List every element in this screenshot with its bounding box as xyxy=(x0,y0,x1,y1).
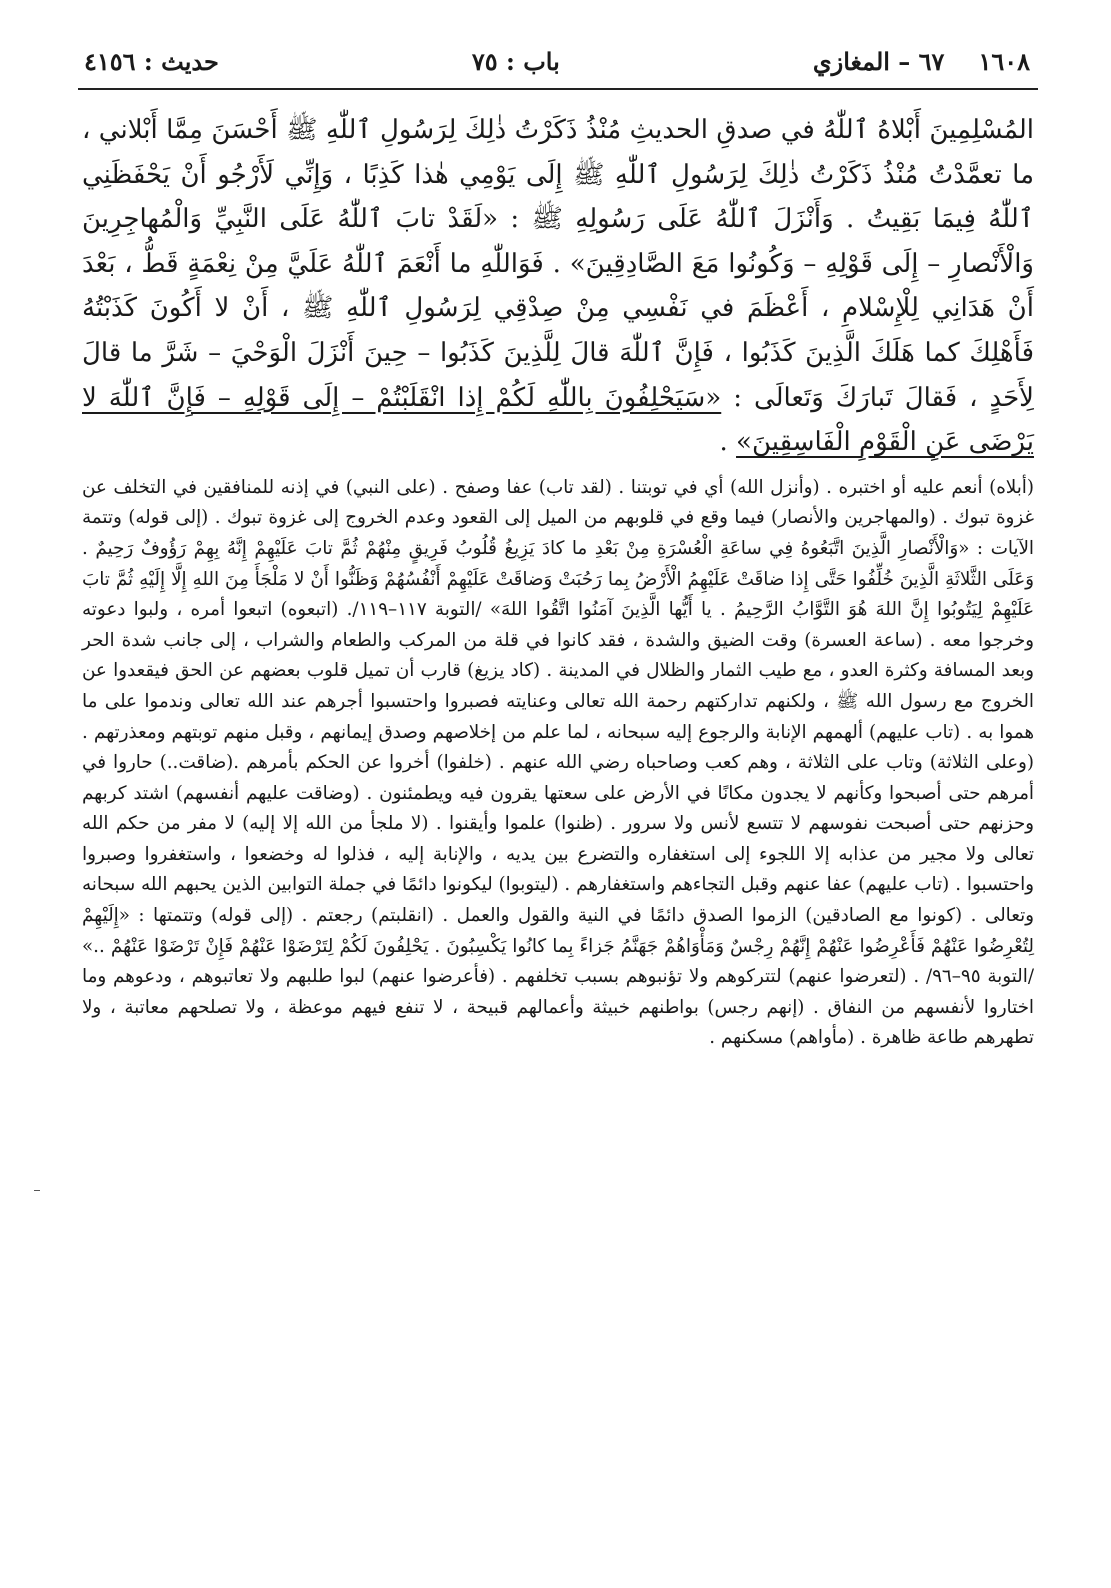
hadith-end-mark: . xyxy=(719,427,737,458)
header-rule xyxy=(78,88,1038,90)
hadith-body: المُسْلِمِينَ أَبْلاهُ ٱللّٰهُ في صدقِ الحديثِ مُنْذُ ذَكَرْتُ ذٰلِكَ لِرَسُولِ ٱللّٰهِ ﷺ أَحْسَنَ مِمَّا أَبْلاني ، ما تعمَّدْتُ مُنْذُ ذَكَرْتُ ذٰلِكَ لِرَسُولِ ٱللّٰهِ ﷺ إِلَى يَوْمِي هٰذا كَذِبًا ، وَإِنِّي لَأَرْجُو أَنْ يَحْفَظَنِي ٱللّٰهُ فِيمَا بَقِيتُ . وَأَنْزَلَ ٱللّٰهُ عَلَى رَسُولِهِ ﷺ : «لَقَدْ تابَ ٱللّٰهُ عَلَى النَّبِيِّ وَالْمُهاجِرِينَ وَالْأَنْصارِ – إِلَى قَوْلِهِ – وَكُونُوا مَعَ الصَّادِقِينَ» . فَوَاللّٰهِ ما أَنْعَمَ ٱللّٰهُ عَلَيَّ مِنْ نِعْمَةٍ قَطُّ ، بَعْدَ أَنْ هَدَانِي لِلْإِسْلامِ ، أَعْظَمَ في نَفْسِي مِنْ صِدْقِي لِرَسُولِ ٱللّٰهِ ﷺ ، أَنْ لا أَكُونَ كَذَبْتُهُ فَأَهْلِكَ كما هَلَكَ الَّذِينَ كَذَبُوا ، فَإِنَّ ٱللّٰهَ قالَ لِلَّذِينَ كَذَبُوا – حِينَ أَنْزَلَ الْوَحْيَ – شَرَّ ما قالَ لِأَحَدٍ ، فَقالَ تَبارَكَ وَتَعالَى : xyxy=(82,115,1035,413)
hadith-number: حديث : ٤١٥٦ xyxy=(84,47,219,76)
chapter-label: باب : ٧٥ xyxy=(471,47,560,76)
book-page xyxy=(78,40,1038,1560)
commentary-text: (أبلاه) أنعم عليه أو اختبره . (وأنزل الله) أي في توبتنا . (لقد تاب) عفا وصفح . (على النبي) في إذنه للمنافقين في التخلف عن غزوة تبوك . (والمهاجرين والأنصار) فيما وقع في قلوبهم من الميل إلى القعود وعدم الخروج إلى غزوة تبوك . (إلى قوله) وتتمة الآيات : «وَالْأَنْصارِ الَّذِينَ اتَّبَعُوهُ فِي ساعَةِ الْعُسْرَةِ مِنْ بَعْدِ ما كادَ يَزِيغُ قُلُوبُ فَرِيقٍ مِنْهُمْ ثُمَّ تابَ عَلَيْهِمْ إِنَّهُ بِهِمْ رَؤُوفٌ رَحِيمٌ . وَعَلَى الثَّلاثَةِ الَّذِينَ خُلِّفُوا حَتَّى إِذا ضاقَتْ عَلَيْهِمُ الْأَرْضُ بِما رَحُبَتْ وَضاقَتْ عَلَيْهِمْ أَنْفُسُهُمْ وَظَنُّوا أَنْ لا مَلْجَأَ مِنَ اللهِ إِلَّا إِلَيْهِ ثُمَّ تابَ عَلَيْهِمْ لِيَتُوبُوا إِنَّ اللهَ هُوَ التَّوَّابُ الرَّحِيمُ . يا أَيُّها الَّذِينَ آمَنُوا اتَّقُوا اللهَ» /التوبة ١١٧–١١٩/. (اتبعوه) اتبعوا أمره ، ولبوا دعوته وخرجوا معه . (ساعة العسرة) وقت الضيق والشدة ، فقد كانوا في قلة من المركب والطعام والشراب ، إلى جانب شدة الحر وبعد المسافة وكثرة العدو ، مع طيب الثمار والظلال في المدينة . (كاد يزيغ) قارب أن تميل قلوب بعضهم عن الحق فيقعدوا عن الخروج مع رسول الله ﷺ ، ولكنهم تداركتهم رحمة الله تعالى وعنايته فصبروا واحتسبوا أجرهم عند الله تعالى وندموا على ما هموا به . (تاب عليهم) ألهمهم الإنابة والرجوع إليه سبحانه ، لما علم من إخلاصهم وصدق إيمانهم ، وقبل منهم توبتهم ومعذرتهم . (وعلى الثلاثة) وتاب على الثلاثة ، وهم كعب وصاحباه رضي الله عنهم . (خلفوا) أخروا عن الحكم بأمرهم .(ضاقت..) حاروا في أمرهم حتى أصبحوا وكأنهم لا يجدون مكانًا في الأرض على سعتها يقرون فيه ويطمئنون . (وضاقت عليهم أنفسهم) اشتد كربهم وحزنهم حتى أصبحت نفوسهم لا تتسع لأنس ولا سرور . (ظنوا) علموا وأيقنوا . (لا ملجأ من الله إلا إليه) لا مفر من حكم الله تعالى ولا مجير من عذابه إلا اللجوء إلى استغفاره والتضرع بين يديه ، والإنابة إليه ، فذلوا له وخضعوا ، واستغفروا وصبروا واحتسبوا . (تاب عليهم) عفا عنهم وقبل التجاءهم واستغفارهم . (ليتوبوا) ليكونوا دائمًا في جملة التوابين الذين يحبهم الله سبحانه وتعالى . (كونوا مع الصادقين) الزموا الصدق دائمًا في النية والقول والعمل . (انقلبتم) رجعتم . (إلى قوله) وتتمتها : «إِلَيْهِمْ لِتُعْرِضُوا عَنْهُمْ فَأَعْرِضُوا عَنْهُمْ إِنَّهُمْ رِجْسٌ وَمَأْوَاهُمْ جَهَنَّمُ جَزاءً بِما كانُوا يَكْسِبُونَ . يَحْلِفُونَ لَكُمْ لِتَرْضَوْا عَنْهُمْ فَإِنْ تَرْضَوْا عَنْهُمْ ..» /التوبة ٩٥–٩٦/ . (لتعرضوا عنهم) لتتركوهم ولا تؤنبوهم بسبب تخلفهم . (فأعرضوا عنهم) لبوا طلبهم ولا تعاتبوهم ، ودعوهم وما اختاروا لأنفسهم من النفاق . (إنهم رجس) بواطنهم خبيثة وأعمالهم قبيحة ، لا تنفع فيهم موعظة ، ولا تصلحهم معاتبة ، ولا تطهرهم طاعة ظاهرة . (مأواهم) مسكنهم . xyxy=(82,476,1034,1049)
hadith-closing-quote: «سَيَحْلِفُونَ بِاللّٰهِ لَكُمْ إِذا انْقَلَبْتُمْ – إِلَى قَوْلِهِ – فَإِنَّ ٱللّٰهَ لا يَرْضَى عَنِ الْقَوْمِ الْفَاسِقِينَ» xyxy=(82,382,1034,458)
hadith-text xyxy=(78,108,1038,465)
book-title: ٦٧ – المغازي xyxy=(812,47,945,76)
running-header xyxy=(78,40,1038,84)
page-number: ١٦٠٨ xyxy=(978,47,1030,76)
margin-mark xyxy=(34,1190,40,1191)
header-right xyxy=(813,40,1030,84)
